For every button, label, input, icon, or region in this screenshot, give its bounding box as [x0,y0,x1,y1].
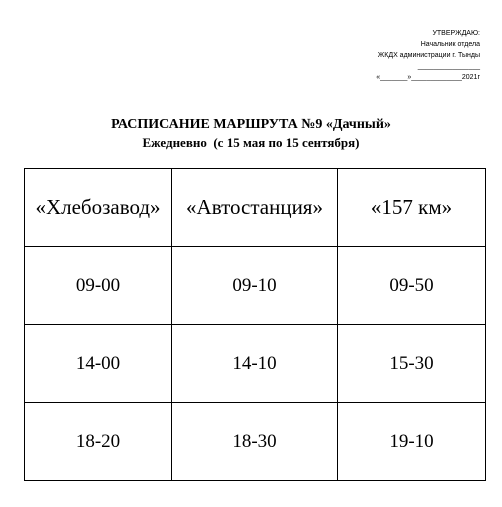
approval-date-line: «_______»_____________2021г [376,74,480,81]
approver-department: ЖКДХ администрации г. Тынды [377,52,480,59]
table-row [25,247,486,325]
departure-time-cell: 18-30 [172,403,338,481]
departure-time-cell: 14-10 [172,325,338,403]
departure-time-cell: 14-00 [25,325,172,403]
table-row [25,325,486,403]
schedule-table [24,168,486,481]
stop-header-khlebozavod: «Хлебозавод» [25,169,172,247]
signature-line: ________________ [417,63,480,70]
departure-time-cell: 15-30 [338,325,486,403]
approval-heading: УТВЕРЖДАЮ: [432,30,480,37]
table-row [25,403,486,481]
departure-time-cell: 09-50 [338,247,486,325]
stop-header-157km: «157 км» [338,169,486,247]
departure-time-cell: 09-10 [172,247,338,325]
departure-time-cell: 09-00 [25,247,172,325]
departure-time-cell: 18-20 [25,403,172,481]
departure-time-cell: 19-10 [338,403,486,481]
stop-header-avtostantsiya: «Автостанция» [172,169,338,247]
approver-position: Начальник отдела [420,41,480,48]
approval-block [280,28,480,83]
schedule-header-row [25,169,486,247]
document-title: РАСПИСАНИЕ МАРШРУТА №9 «Дачный» [111,117,391,132]
document-subtitle: Ежедневно (с 15 мая по 15 сентября) [142,135,360,150]
